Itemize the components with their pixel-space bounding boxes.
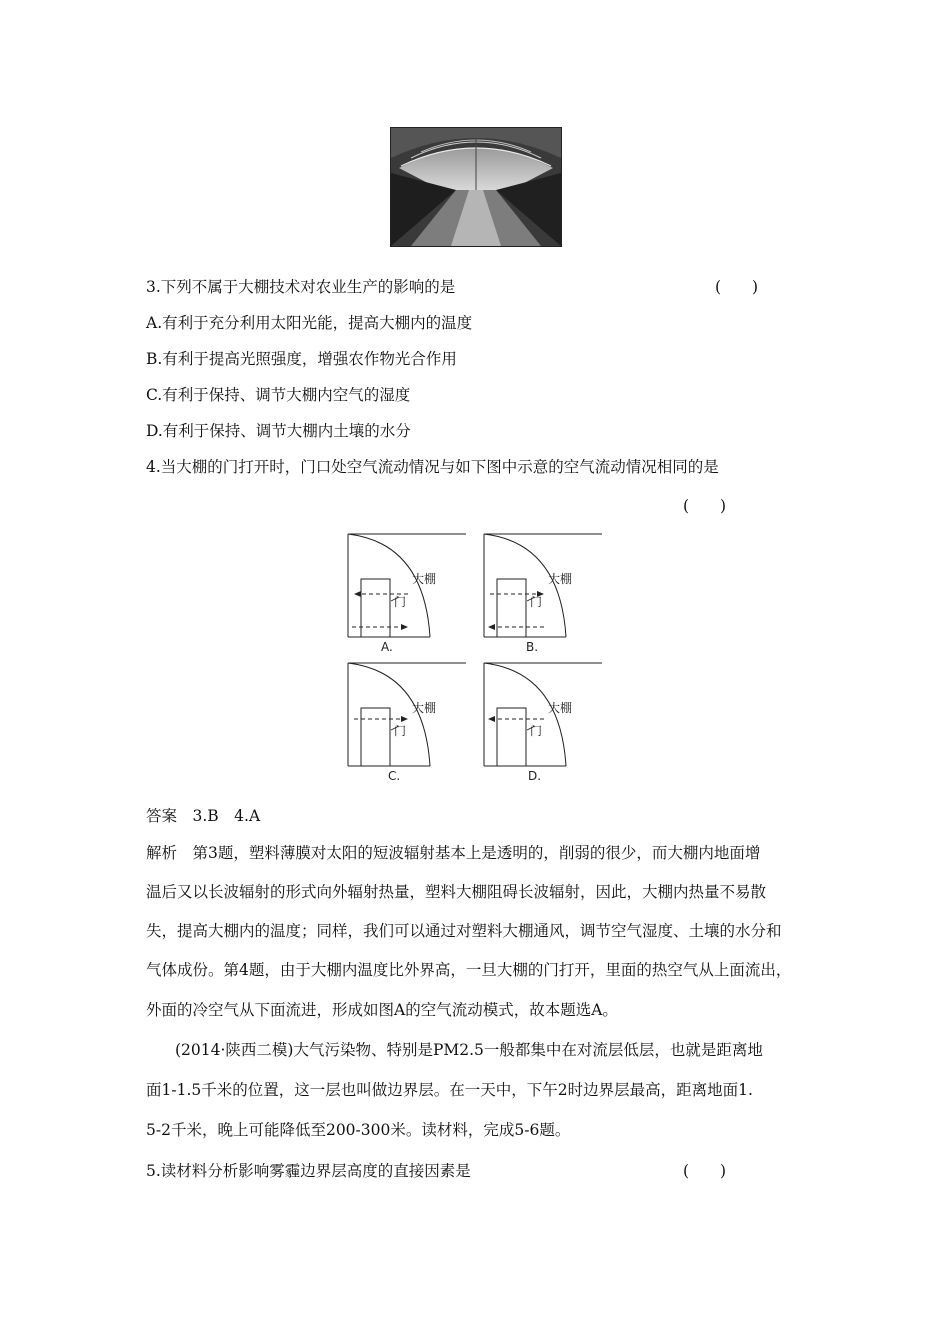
material-line-3: 5-2千米，晚上可能降低至200-300米。读材料，完成5-6题。	[146, 1121, 571, 1139]
airflow-diagram-c	[344, 662, 468, 786]
q3-option-b: B.有利于提高光照强度，增强农作物光合作用	[146, 350, 457, 368]
q5-stem: 5.读材料分析影响雾霾边界层高度的直接因素是	[146, 1162, 471, 1180]
greenhouse-label: 大棚	[412, 701, 437, 715]
door-label: 门	[530, 595, 543, 609]
panel-label-c: C.	[388, 769, 401, 783]
material-line-2: 面1-1.5千米的位置，这一层也叫做边界层。在一天中，下午2时边界层最高，距离地面1.	[146, 1081, 753, 1099]
greenhouse-label: 大棚	[412, 572, 437, 586]
greenhouse-label: 大棚	[548, 701, 573, 715]
q3-answer-paren: ( )	[715, 278, 759, 296]
analysis-line-3: 失，提高大棚内的温度；同样，我们可以通过对塑料大棚通风，调节空气湿度、土壤的水分和	[146, 922, 782, 940]
q3-option-a: A.有利于充分利用太阳光能，提高大棚内的温度	[146, 314, 473, 332]
door-label: 门	[530, 724, 543, 738]
door-label: 门	[394, 595, 407, 609]
panel-label-a: A.	[381, 640, 393, 654]
airflow-diagram-d	[480, 662, 604, 786]
analysis-line-1: 解析 第3题，塑料薄膜对太阳的短波辐射基本上是透明的，削弱的很少，而大棚内地面增	[146, 844, 761, 862]
q3-option-c: C.有利于保持、调节大棚内空气的湿度	[146, 386, 411, 404]
panel-label-d: D.	[528, 769, 542, 783]
greenhouse-label: 大棚	[548, 572, 573, 586]
material-line-1: (2014·陕西二模)大气污染物、特别是PM2.5一般都集中在对流层低层，也就是距离地	[175, 1041, 763, 1059]
q5-answer-paren: ( )	[683, 1162, 727, 1180]
panel-label-b: B.	[526, 640, 539, 654]
airflow-diagram-b	[480, 533, 604, 657]
analysis-line-5: 外面的冷空气从下面流进，形成如图A的空气流动模式，故本题选A。	[146, 1001, 618, 1019]
door-label: 门	[394, 724, 407, 738]
q4-answer-paren: ( )	[683, 497, 727, 515]
q3-option-d: D.有利于保持、调节大棚内土壤的水分	[146, 422, 411, 440]
greenhouse-photo	[390, 127, 562, 247]
q3-stem: 3.下列不属于大棚技术对农业生产的影响的是	[146, 278, 456, 296]
analysis-line-4: 气体成份。第4题，由于大棚内温度比外界高，一旦大棚的门打开，里面的热空气从上面流出，	[146, 961, 792, 979]
q4-stem: 4.当大棚的门打开时，门口处空气流动情况与如下图中示意的空气流动情况相同的是	[146, 458, 719, 476]
analysis-line-2: 温后又以长波辐射的形式向外辐射热量，塑料大棚阻碍长波辐射，因此，大棚内热量不易散	[146, 883, 767, 901]
answer-line: 答案 3.B 4.A	[146, 807, 261, 825]
airflow-diagram-a	[344, 533, 468, 657]
